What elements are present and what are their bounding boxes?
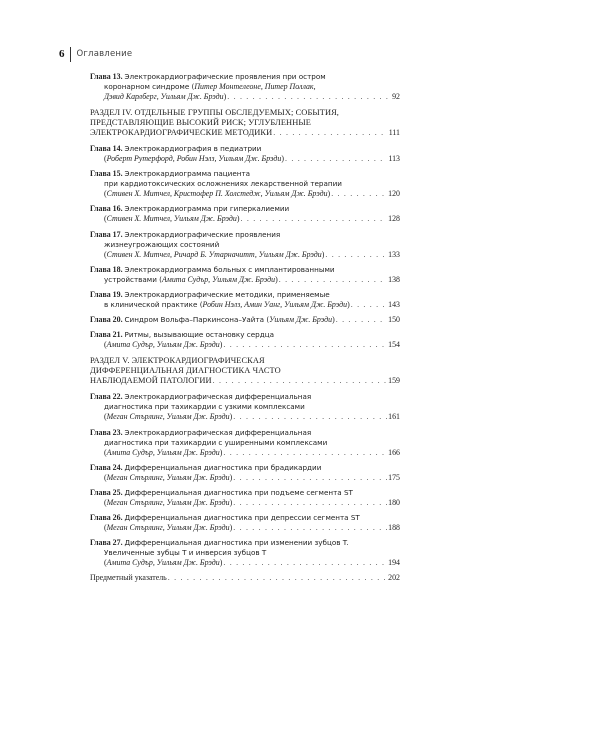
page-ref: 159 bbox=[388, 376, 400, 386]
toc-entry-section-4[interactable]: РАЗДЕЛ IV. ОТДЕЛЬНЫЕ ГРУППЫ ОБСЛЕДУЕМЫХ; СОБЫТИЯ, ПРЕДСТАВЛЯЮЩИЕ ВЫСОКИЙ РИСК; УГЛУБЛЕННЫЕ ЭЛЕКТРОКАРДИОГРАФИЧЕСКИЕ МЕТОДИКИ . . . 111 bbox=[90, 108, 400, 138]
toc-entry-chapter-15[interactable]: Глава 15. Электрокардиограмма пациента при кардиотоксических осложнениях лекарственной терапии (Стивен Х. Митчел, Кристофер П. Холстедж, Уильям Дж. Брэди) . . . 120 bbox=[90, 169, 400, 199]
toc-entry-chapter-26[interactable]: Глава 26. Дифференциальная диагностика при депрессии сегмента ST (Меган Стърлинг, Уильям Дж. Брэди) . . . 188 bbox=[90, 513, 400, 533]
page-ref: 133 bbox=[388, 249, 400, 259]
page-ref: 120 bbox=[388, 189, 400, 199]
leader-dots bbox=[351, 300, 387, 310]
page-ref: 202 bbox=[388, 573, 400, 583]
page-ref: 113 bbox=[388, 154, 400, 163]
leader-dots bbox=[285, 154, 387, 164]
leader-dots bbox=[336, 315, 387, 325]
page-ref: 138 bbox=[388, 274, 400, 284]
toc-entry-chapter-23[interactable]: Глава 23. Электрокардиографическая дифференциальная диагностика при тахикардии с уширенными комплексами (Амита Судър, Уильям Дж. Брэди) . . . 166 bbox=[90, 428, 400, 458]
page-ref: 150 bbox=[388, 315, 400, 325]
toc-entry-chapter-13[interactable]: Глава 13. Электрокардиографические проявления при остром коронарном синдроме (Питер Монтелеоне, Питер Поллак, Дэвид Карлберг, Уильям Дж. Брэди) . . . 92 bbox=[90, 72, 400, 102]
page-ref: 166 bbox=[388, 447, 400, 457]
page-number: 6 bbox=[59, 48, 65, 60]
page-ref: 194 bbox=[388, 558, 400, 568]
toc-entry-chapter-19[interactable]: Глава 19. Электрокардиографические методики, применяемые в клинической практике (Робин Нэлз, Амин Уанг, Уильям Дж. Брэди) . . . 143 bbox=[90, 290, 400, 310]
leader-dots bbox=[233, 498, 387, 508]
toc-entry-chapter-18[interactable]: Глава 18. Электрокардиограмма больных с имплантированными устройствами (Амита Судър, Уильям Дж. Брэди) . . . 138 bbox=[90, 265, 400, 285]
page-ref: 175 bbox=[388, 472, 400, 482]
leader-dots bbox=[233, 473, 387, 483]
running-header bbox=[59, 46, 132, 62]
toc-entry-index[interactable]: Предметный указатель . . . 202 bbox=[90, 573, 400, 583]
table-of-contents bbox=[90, 72, 400, 589]
page-ref: 188 bbox=[388, 523, 400, 533]
leader-dots bbox=[223, 340, 387, 350]
leader-dots bbox=[331, 189, 387, 199]
page-ref: 128 bbox=[388, 214, 400, 224]
toc-entry-chapter-25[interactable]: Глава 25. Дифференциальная диагностика при подъеме сегмента ST (Меган Стърлинг, Уильям Дж. Брэди) . . . 180 bbox=[90, 488, 400, 508]
toc-entry-chapter-27[interactable]: Глава 27. Дифференциальная диагностика при изменении зубцов T. Увеличенные зубцы T и инверсия зубцов T (Амита Судър, Уильям Дж. Брэди) . . . 194 bbox=[90, 538, 400, 568]
page-ref: 180 bbox=[388, 497, 400, 507]
leader-dots bbox=[168, 573, 387, 583]
leader-dots bbox=[223, 558, 387, 568]
leader-dots bbox=[213, 376, 388, 386]
toc-entry-chapter-17[interactable]: Глава 17. Электрокардиографические проявления жизнеугрожающих состояний (Стивен Х. Митчел, Ричард Б. Утарначитт, Уильям Дж. Брэди) . . . 133 bbox=[90, 230, 400, 260]
page-ref: 111 bbox=[388, 128, 400, 137]
toc-entry-chapter-14[interactable]: Глава 14. Электрокардиография в педиатрии (Роберт Рутерфорд, Робин Нэлз, Уильям Дж. Брэди) . . . 113 bbox=[90, 144, 400, 164]
toc-entry-chapter-20[interactable]: Глава 20. Синдром Вольфа–Паркинсона–Уайта (Уильям Дж. Брэди) . . . 150 bbox=[90, 315, 400, 325]
leader-dots bbox=[223, 448, 387, 458]
leader-dots bbox=[233, 523, 387, 533]
toc-entry-chapter-24[interactable]: Глава 24. Дифференциальная диагностика при брадикардии (Меган Стърлинг, Уильям Дж. Брэди) . . . 175 bbox=[90, 463, 400, 483]
toc-entry-chapter-21[interactable]: Глава 21. Ритмы, вызывающие остановку сердца (Амита Судър, Уильям Дж. Брэди) . . . 154 bbox=[90, 330, 400, 350]
page-ref: 154 bbox=[388, 340, 400, 350]
page-ref: 161 bbox=[388, 412, 400, 422]
header-divider bbox=[70, 47, 71, 62]
leader-dots bbox=[233, 412, 387, 422]
page-ref: 92 bbox=[392, 92, 400, 101]
toc-entry-section-5[interactable]: РАЗДЕЛ V. ЭЛЕКТРОКАРДИОГРАФИЧЕСКАЯ ДИФФЕРЕНЦИАЛЬНАЯ ДИАГНОСТИКА ЧАСТО НАБЛЮДАЕМОЙ ПАТОЛОГИИ . . . 159 bbox=[90, 356, 400, 386]
page-ref: 143 bbox=[388, 299, 400, 309]
header-title: Оглавление bbox=[76, 49, 133, 59]
leader-dots bbox=[241, 214, 388, 224]
leader-dots bbox=[273, 128, 387, 138]
leader-dots bbox=[279, 275, 387, 285]
toc-entry-chapter-22[interactable]: Глава 22. Электрокардиографическая дифференциальная диагностика при тахикардии с узкими комплексами (Меган Стърлинг, Уильям Дж. Брэди) . . . 161 bbox=[90, 392, 400, 422]
leader-dots bbox=[227, 92, 391, 102]
toc-entry-chapter-16[interactable]: Глава 16. Электрокардиограмма при гиперкалиемии (Стивен Х. Митчел, Уильям Дж. Брэди) . . . 128 bbox=[90, 204, 400, 224]
leader-dots bbox=[325, 250, 387, 260]
